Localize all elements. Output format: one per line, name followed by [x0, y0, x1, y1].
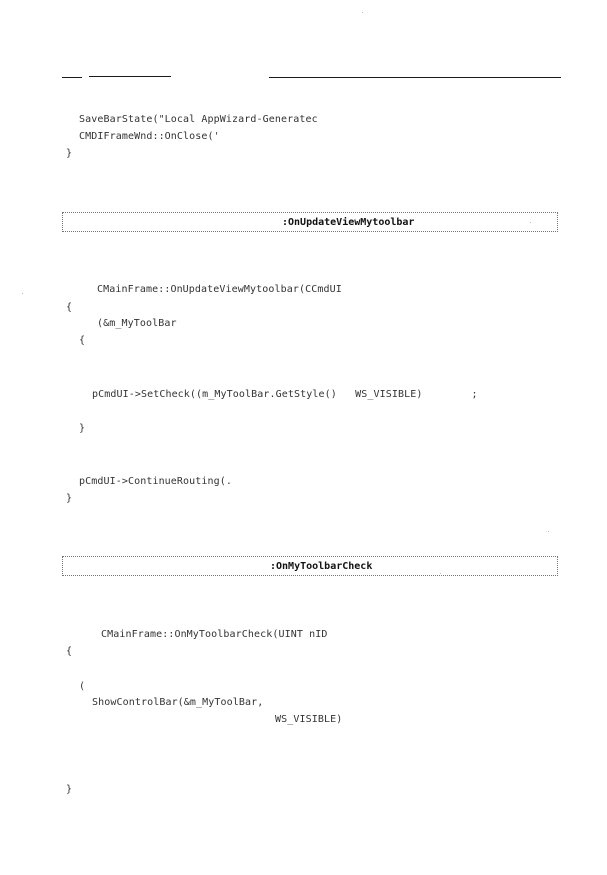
opening-brace: {	[66, 302, 73, 313]
code-line: SaveBarState("Local AppWizard-Generatec	[79, 114, 318, 125]
header-rule-long	[269, 77, 561, 78]
code-line: CMainFrame::OnUpdateViewMytoolbar(CCmdUI	[97, 284, 342, 295]
code-line: ShowControlBar(&m_MyToolBar,	[92, 697, 264, 708]
code-line: CMainFrame::OnMyToolbarCheck(UINT nID	[101, 629, 328, 640]
scan-speck	[362, 12, 363, 13]
scan-speck	[22, 293, 23, 294]
opening-paren: (	[79, 681, 86, 692]
header-rule-short	[62, 77, 82, 78]
scan-speck	[440, 573, 441, 574]
closing-brace: }	[66, 493, 73, 504]
section-banner	[62, 556, 558, 576]
scan-speck	[548, 531, 549, 532]
banner-title: :OnMyToolbarCheck	[270, 561, 373, 572]
code-line: CMDIFrameWnd::OnClose('	[79, 131, 220, 142]
opening-brace: {	[66, 646, 73, 657]
opening-brace: {	[79, 335, 86, 346]
banner-title: :OnUpdateViewMytoolbar	[282, 217, 415, 228]
closing-brace: }	[66, 784, 73, 795]
closing-brace: }	[79, 423, 86, 434]
closing-brace: }	[66, 148, 73, 159]
code-line: pCmdUI->SetCheck((m_MyToolBar.GetStyle() WS_VISIBLE) ;	[92, 389, 478, 400]
scan-speck	[530, 222, 531, 223]
code-line: (&m_MyToolBar	[97, 318, 177, 329]
section-banner	[62, 212, 558, 232]
code-line: WS_VISIBLE)	[275, 714, 343, 725]
header-rule-middle	[89, 76, 171, 77]
code-line: pCmdUI->ContinueRouting(.	[79, 476, 233, 487]
